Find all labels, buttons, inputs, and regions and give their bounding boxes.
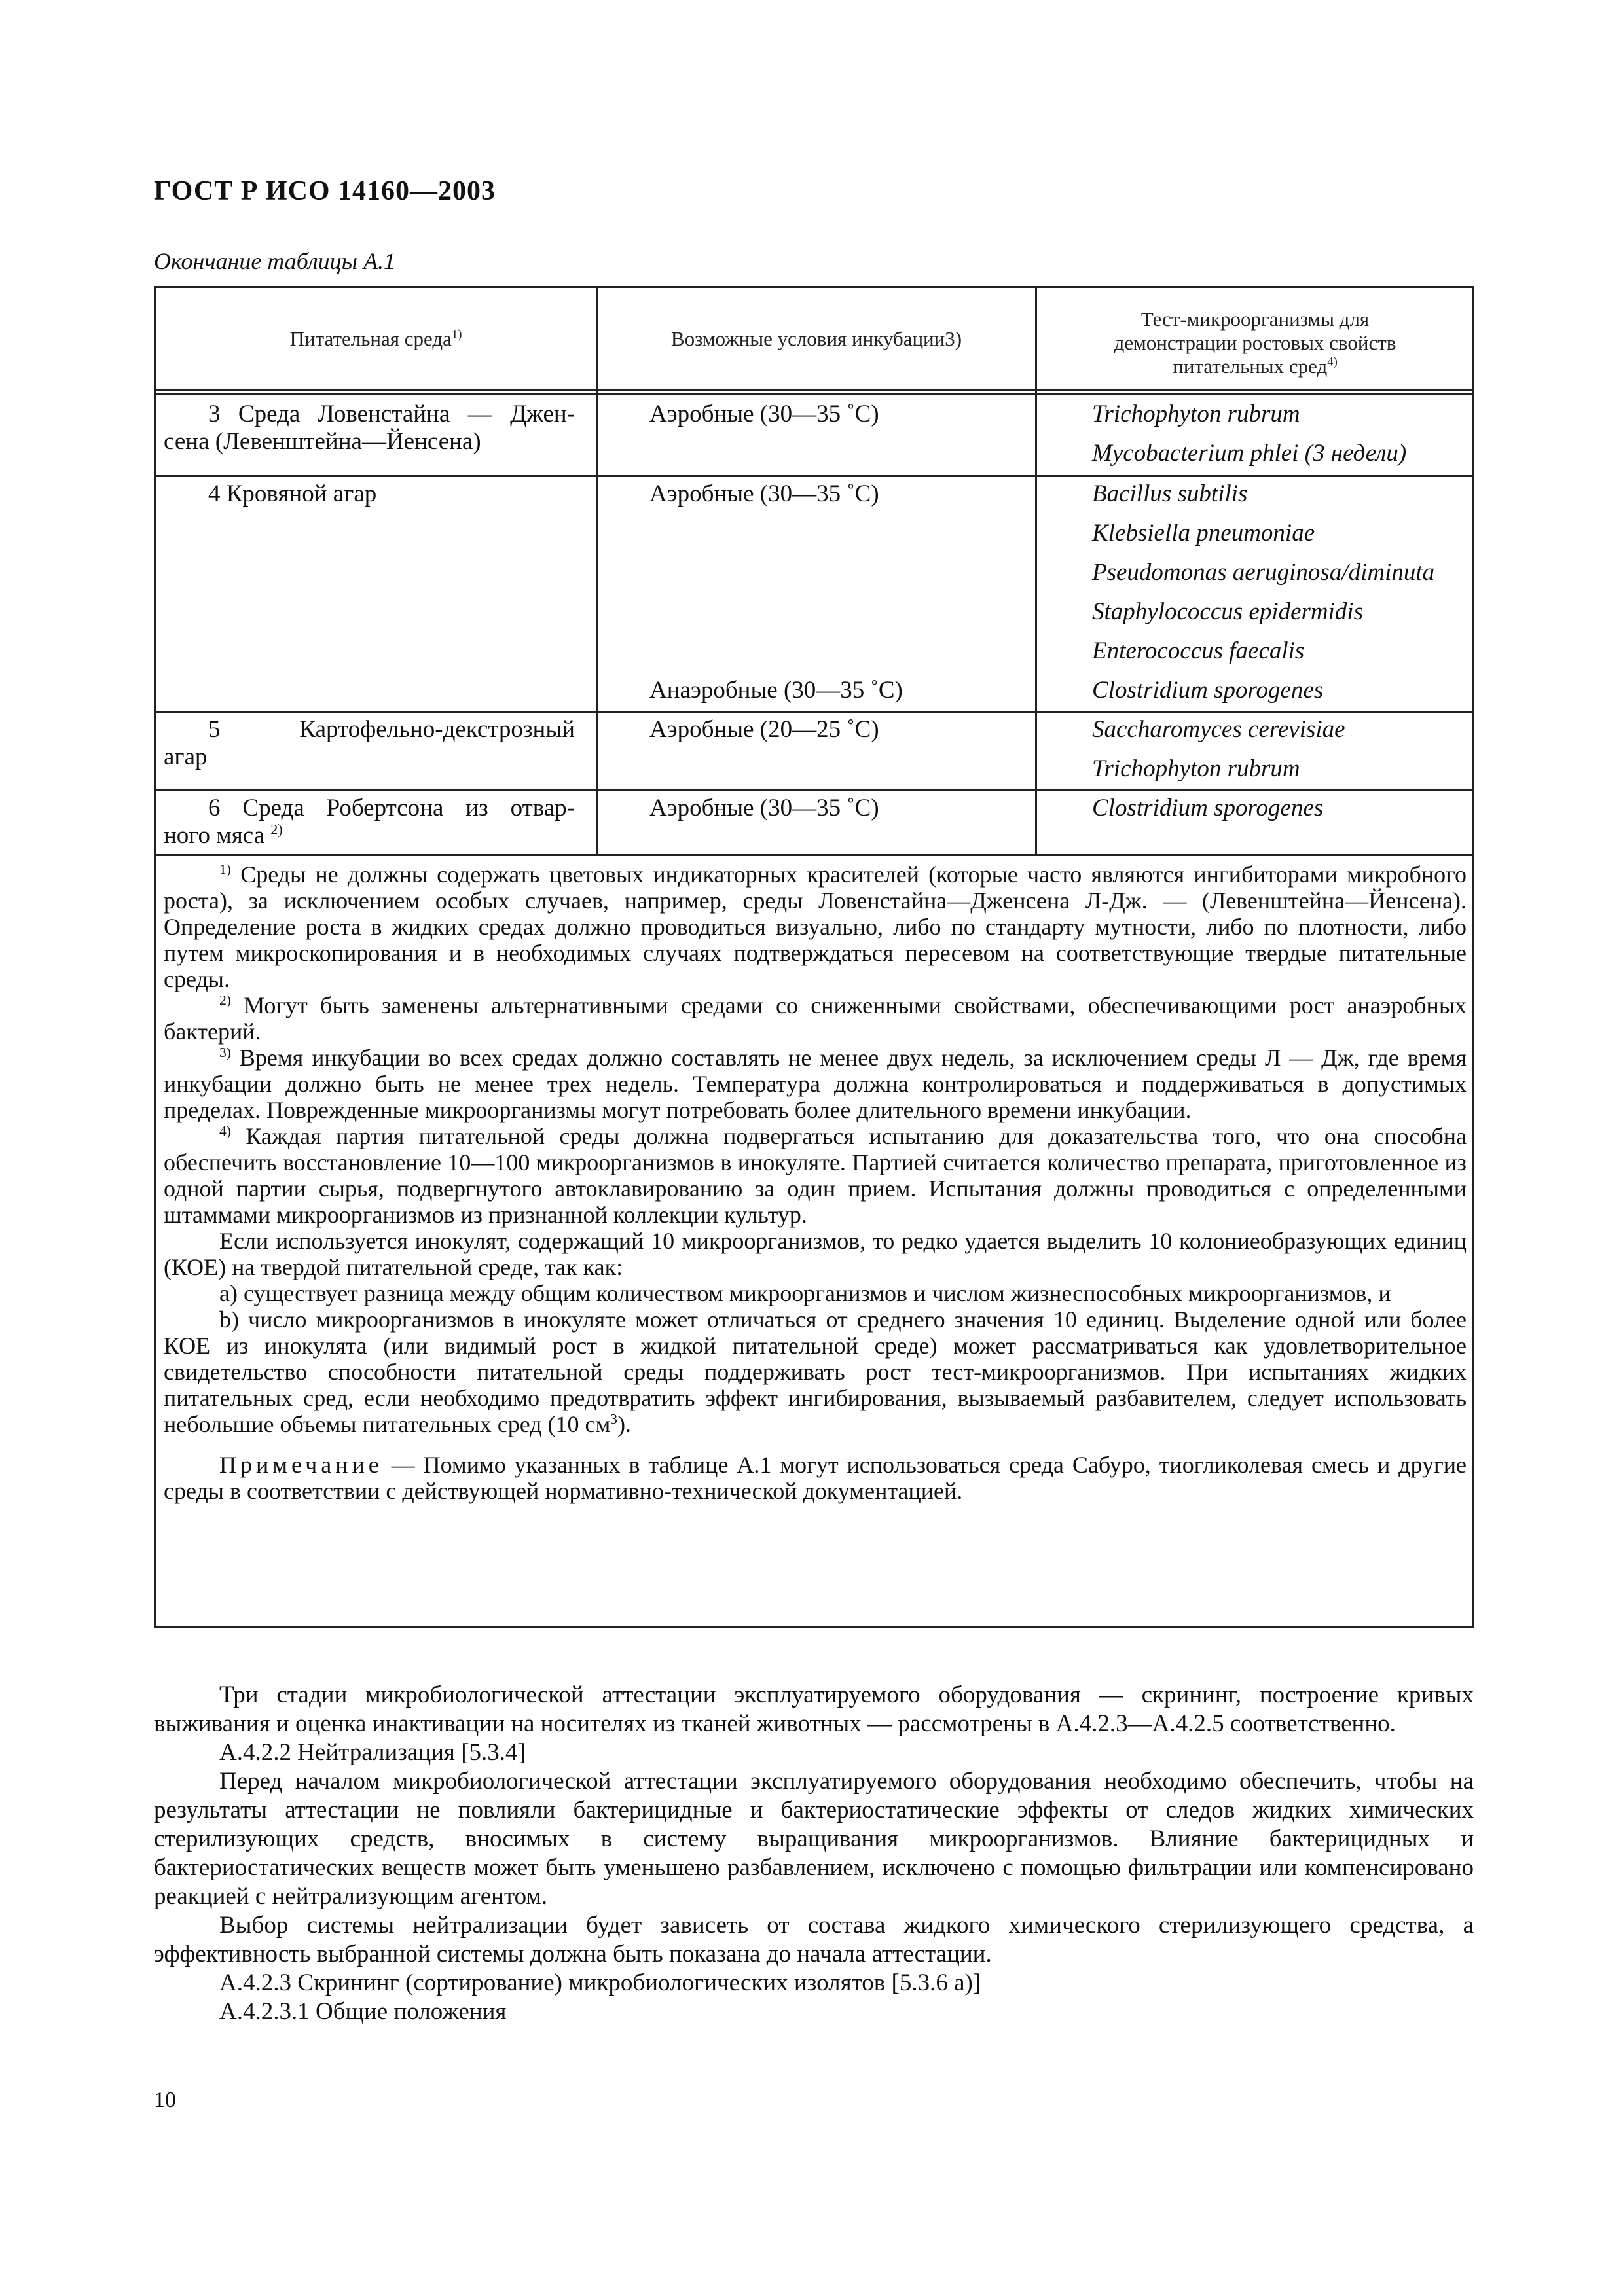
organism-cell: Klebsiella pneumoniae	[1092, 520, 1315, 547]
medium-cell: сена (Левенштейна—Йенсена)	[164, 428, 481, 455]
table-caption: Окончание таблицы А.1	[154, 248, 396, 274]
footnote-3: $^{3)}$ Время инкубации во всех средах должно составлять не менее двух недель, за исключением среды Л — Дж, где время инкубации должно быть не менее трех недель. Температура должна контролироваться и поддерживаться в допустимых пределах. Поврежденные микроорганизмы могут потребовать более длительного времени инкубации.	[164, 1045, 1467, 1123]
organism-cell: Clostridium sporogenes	[1092, 795, 1324, 821]
footnote-4-item-b: b) число микроорганизмов в инокуляте может отличаться от среднего значения 10 единиц. Выделение одной или более КОЕ из инокулята (или видимый рост в жидкой питательной среде) может рассматриваться как удовлетворительное свидетельство способности питательной среды поддерживать рост тест-микроорганизмов. При испытаниях жидких питательных сред, если необходимо предотвратить эффект ингибирования, вызываемый разбавителем, следует использовать небольшие объемы питательных сред (10 $см^3$).	[164, 1306, 1467, 1437]
organism-cell: Mycobacterium phlei (3 недели)	[1092, 440, 1407, 467]
column-header-medium: Питательная среда$^{1)}$	[289, 327, 462, 350]
row-divider	[156, 789, 1472, 791]
organism-cell: Clostridium sporogenes	[1092, 677, 1324, 704]
conditions-cell: Анаэробные (30—35 ˚С)	[649, 677, 903, 704]
medium-cell: 3 Среда Ловенстайна — Джен-	[208, 401, 575, 427]
section-heading: А.4.2.3.1 Общие положения	[219, 1998, 507, 2025]
table-note: Примечание — Помимо указанных в таблице А.1 могут использоваться среда Сабуро, тиогликолевая смесь и другие среды в соответствии с действующей нормативно-технической документацией.	[164, 1452, 1467, 1504]
row-divider	[156, 475, 1472, 477]
organism-cell: Pseudomonas aeruginosa/diminuta	[1092, 559, 1435, 586]
organism-cell: Trichophyton rubrum	[1092, 401, 1300, 427]
organism-cell: Saccharomyces cerevisiae	[1092, 716, 1345, 743]
footnote-4-item-a: а) существует разница между общим количеством микроорганизмов и числом жизнеспособных микроорганизмов, и	[219, 1280, 1391, 1306]
column-divider	[596, 288, 598, 854]
page-number: 10	[154, 2088, 176, 2112]
section-heading: А.4.2.3 Скрининг (сортирование) микробиологических изолятов [5.3.6 а)]	[219, 1969, 981, 1996]
medium-cell: агар	[164, 744, 208, 770]
body-text	[154, 1681, 1474, 2026]
medium-cell: 6 Среда Робертсона из отвар-	[208, 795, 575, 821]
paragraph: Три стадии микробиологической аттестации эксплуатируемого оборудования — скрининг, построение кривых выживания и оценка инактивации на носителях из тканей животных — рассмотрены в А.4.2.3—А.4.2.5 соответственно.	[154, 1681, 1474, 1737]
column-header-conditions: Возможные условия инкубации3)	[670, 327, 962, 350]
footnote-4: $^{4)}$ Каждая партия питательной среды должна подвергаться испытанию для доказательства того, что она способна обеспечить восстановление 10—100 микроорганизмов в инокуляте. Партией считается количество препарата, приготовленное из одной партии сырья, подвергнутого автоклавированию за один прием. Испытания должны проводиться с определенными штаммами микроорганизмов из признанной коллекции культур.	[164, 1123, 1467, 1228]
column-header-organisms: Тест-микроорганизмы для демонстрации ростовых свойств питательных сред$^{4)}$	[1114, 308, 1396, 378]
medium-cell: 5 Картофельно-декстрозный	[208, 716, 575, 743]
row-divider	[156, 711, 1472, 713]
document-standard-title: ГОСТ Р ИСО 14160—2003	[154, 176, 496, 206]
table-footnotes	[164, 861, 1467, 1504]
conditions-cell: Аэробные (30—35 ˚С)	[649, 795, 879, 821]
organism-cell: Bacillus subtilis	[1092, 480, 1248, 507]
conditions-cell: Аэробные (20—25 ˚С)	[649, 716, 879, 743]
medium-cell: ного мяса $^{2)}$	[164, 821, 283, 849]
organism-cell: Trichophyton rubrum	[1092, 755, 1300, 782]
medium-cell: 4 Кровяной агар	[208, 480, 377, 507]
organism-cell: Staphylococcus epidermidis	[1092, 598, 1364, 625]
organism-cell: Enterococcus faecalis	[1092, 637, 1305, 664]
conditions-cell: Аэробные (30—35 ˚С)	[649, 480, 879, 507]
header-rule	[156, 389, 1472, 391]
row-divider	[156, 854, 1472, 856]
footnote-1: $^{1)}$ Среды не должны содержать цветовых индикаторных красителей (которые часто являются ингибиторами микробного роста), за исключением особых случаев, например, среды Ловенстайна—Дженсена Л-Дж. — (Левенштейна—Йенсена). Определение роста в жидких средах должно проводиться визуально, либо по стандарту мутности, либо по плотности, либо путем микроскопирования и в необходимых случаях подтверждаться пересевом на соответствующие твердые питательные среды.	[164, 861, 1467, 992]
paragraph: Выбор системы нейтрализации будет зависеть от состава жидкого химического стерилизующего средства, а эффективность выбранной системы должна быть показана до начала аттестации.	[154, 1912, 1474, 1967]
header-rule	[156, 393, 1472, 395]
footnote-4-continuation: Если используется инокулят, содержащий 10 микроорганизмов, то редко удается выделить 10 колониеобразующих единиц (КОЕ) на твердой питательной среде, так как:	[164, 1228, 1467, 1280]
conditions-cell: Аэробные (30—35 ˚С)	[649, 401, 879, 427]
paragraph: Перед началом микробиологической аттестации эксплуатируемого оборудования необходимо обеспечить, чтобы на результаты аттестации не повлияли бактерицидные и бактериостатические эффекты от следов жидких химических стерилизующих средств, вносимых в систему выращивания микроорганизмов. Влияние бактерицидных и бактериостатических веществ может быть уменьшено разбавлением, исключено с помощью фильтрации или компенсировано реакцией с нейтрализующим агентом.	[154, 1768, 1474, 1910]
footnote-2: $^{2)}$ Могут быть заменены альтернативными средами со сниженными свойствами, обеспечивающими рост анаэробных бактерий.	[164, 992, 1467, 1045]
section-heading: А.4.2.2 Нейтрализация [5.3.4]	[219, 1739, 526, 1766]
